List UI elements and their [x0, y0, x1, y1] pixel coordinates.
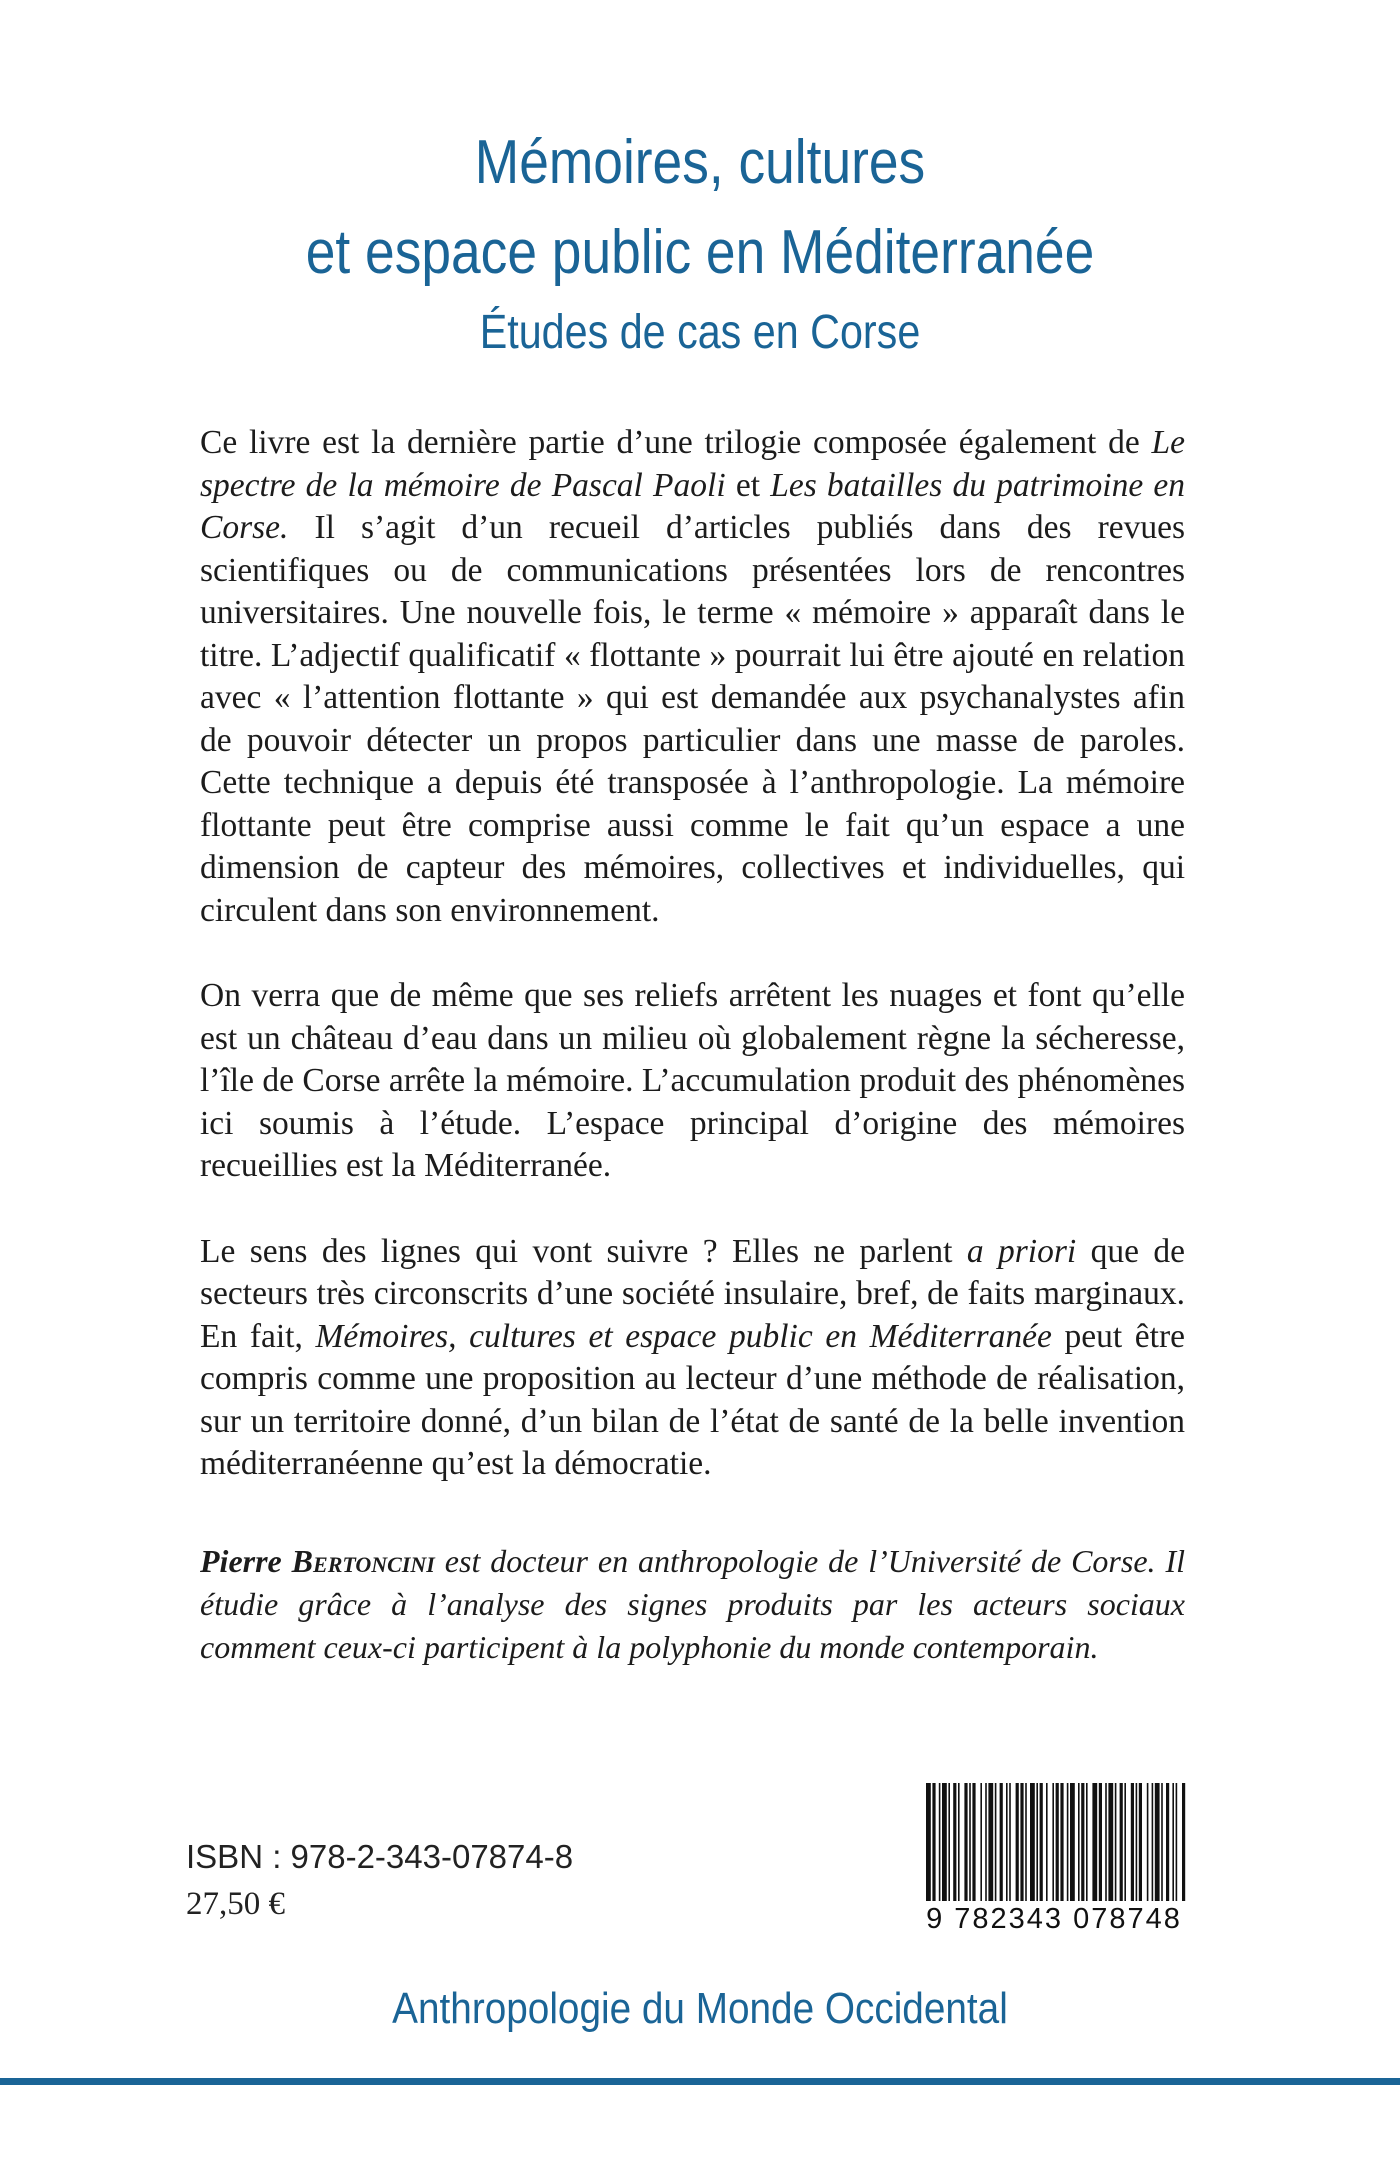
barcode-bar: [1105, 1783, 1107, 1901]
barcode-bar: [964, 1783, 967, 1901]
summary-paragraph-3: [200, 1231, 1185, 1486]
barcode-bar: [1052, 1783, 1054, 1901]
barcode-bar: [932, 1783, 935, 1901]
book-subtitle: Études de cas en Corse: [479, 306, 921, 359]
barcode-bar: [1092, 1783, 1097, 1901]
price: 27,50 €: [186, 1886, 285, 1922]
barcode-bar: [1067, 1783, 1069, 1901]
barcode-digits: 9 782343 078748: [926, 1903, 1182, 1935]
barcode-bar: [1136, 1783, 1138, 1901]
barcode-bar: [1120, 1783, 1123, 1901]
barcode-bar: [1000, 1783, 1003, 1901]
barcode-bar: [1131, 1783, 1134, 1901]
isbn: ISBN : 978-2-343-07874-8: [186, 1838, 574, 1875]
barcode-bar: [1172, 1783, 1174, 1901]
barcode-bar: [1020, 1783, 1023, 1901]
barcode-bar: [1152, 1783, 1154, 1901]
p1-text-a: Ce livre est la dernière partie d’une trilogie composée également de: [200, 424, 1152, 461]
p1-book-title-2: Les batailles du patrimoine en Corse.: [200, 466, 1185, 546]
collection-name: Anthropologie du Monde Occidental: [392, 1984, 1008, 2033]
barcode-bar: [1108, 1783, 1113, 1901]
barcode-bar: [1036, 1783, 1038, 1901]
barcode-bar: [926, 1783, 931, 1901]
barcode-bar: [1124, 1783, 1126, 1901]
barcode-bar: [995, 1783, 997, 1901]
book-title-line-1: Mémoires, cultures: [474, 128, 926, 197]
barcode-bar: [1006, 1783, 1008, 1901]
barcode-bar: [1046, 1783, 1048, 1901]
barcode-bar: [985, 1783, 987, 1901]
barcode-bar: [958, 1783, 960, 1901]
barcode-bar: [988, 1783, 993, 1901]
author-first-name: Pierre: [200, 1543, 292, 1579]
barcode-bar: [1016, 1783, 1019, 1901]
barcode-bar: [1081, 1783, 1084, 1901]
barcode-bar: [942, 1783, 947, 1901]
barcode-bars: [918, 1783, 1190, 1903]
barcode-bar: [1139, 1783, 1142, 1901]
back-cover-summary: [200, 422, 1185, 1486]
p1-text-e: Il s’agit d’un recueil d’articles publiés dans des revues scientifiques ou de communications présentées lors de rencontres universitaires. Une nouvelle fois, le terme « mémoire » apparaît dans le titre. L’adjectif qualificatif « flottante » pourrait lui être ajouté en relation avec « l’attention flottante » qui est demandée aux psychanalystes afin de pouvoir détecter un propos particulier dans une masse de paroles. Cette technique a depuis été transposée à l’anthropologie. La mémoire flottante peut être comprise aussi comme le fait qu’un espace a une dimension de capteur des mémoires, collectives et individuelles, qui circulent dans son environnement.: [200, 509, 1185, 929]
p3-text-e: peut être compris comme une proposition au lecteur d’une méthode de réalisation, sur un territoire donné, d’un bilan de l’état de santé de la belle invention méditerranéenne qu’est la démocratie.: [200, 1317, 1185, 1482]
barcode-bar: [1099, 1783, 1102, 1901]
p3-text-a: Le sens des lignes qui vont suivre ? Elles ne parlent: [200, 1232, 967, 1270]
barcode: [918, 1783, 1190, 1949]
barcode-bar: [1161, 1783, 1163, 1901]
title-block: [0, 118, 1400, 364]
barcode-bar: [1182, 1783, 1185, 1901]
author-bio-text: est docteur en anthropologie de l’Université de Corse. Il étudie grâce à l’analyse des signes produits par les acteurs sociaux comment ceux-ci participent à la polyphonie du monde contemporain.: [200, 1543, 1186, 1665]
barcode-bar: [1025, 1783, 1027, 1901]
p3-book-title: Mémoires, cultures et espace public en Méditerranée: [315, 1317, 1052, 1355]
barcode-bar: [1115, 1783, 1117, 1901]
barcode-bar: [953, 1783, 956, 1901]
barcode-bar: [1086, 1783, 1088, 1901]
barcode-bar: [1176, 1783, 1178, 1901]
barcode-bar: [1040, 1783, 1043, 1901]
barcode-bar: [948, 1783, 950, 1901]
p3-text-c: que de secteurs très circonscrits d’une société insulaire, bref, de faits marginaux. En fait,: [200, 1232, 1185, 1355]
barcode-bar: [1056, 1783, 1059, 1901]
barcode-bar: [1166, 1783, 1169, 1901]
author-bio: [200, 1540, 1185, 1669]
barcode-bar: [1155, 1783, 1160, 1901]
author-last-name: Bertoncini: [291, 1543, 435, 1579]
p1-text-c: et: [725, 466, 771, 504]
barcode-bar: [969, 1783, 971, 1901]
summary-paragraph-2: On verra que de même que ses reliefs arrêtent les nuages et font qu’elle est un château d’eau dans un milieu où globalement règne la sécheresse, l’île de Corse arrête la mémoire. L’accumulation produit des phénomènes ici soumis à l’étude. L’espace principal d’origine des mémoires recueillies est la Méditerranée.: [200, 977, 1185, 1184]
book-title-line-2: et espace public en Méditerranée: [305, 218, 1095, 287]
barcode-bar: [939, 1783, 941, 1901]
p3-italic-a-priori: a priori: [966, 1232, 1077, 1270]
p1-book-title-1: Le spectre de la mémoire de Pascal Paoli: [200, 424, 1185, 504]
barcode-bar: [1060, 1783, 1063, 1901]
barcode-bar: [972, 1783, 975, 1901]
barcode-bar: [1070, 1783, 1075, 1901]
bottom-rule: [0, 2078, 1400, 2085]
barcode-bar: [980, 1783, 982, 1901]
author-name: [200, 1543, 435, 1579]
barcode-bar: [1147, 1783, 1149, 1901]
barcode-bar: [1009, 1783, 1011, 1901]
barcode-bar: [1030, 1783, 1035, 1901]
summary-paragraph-1: [200, 422, 1185, 932]
barcode-bar: [1078, 1783, 1080, 1901]
